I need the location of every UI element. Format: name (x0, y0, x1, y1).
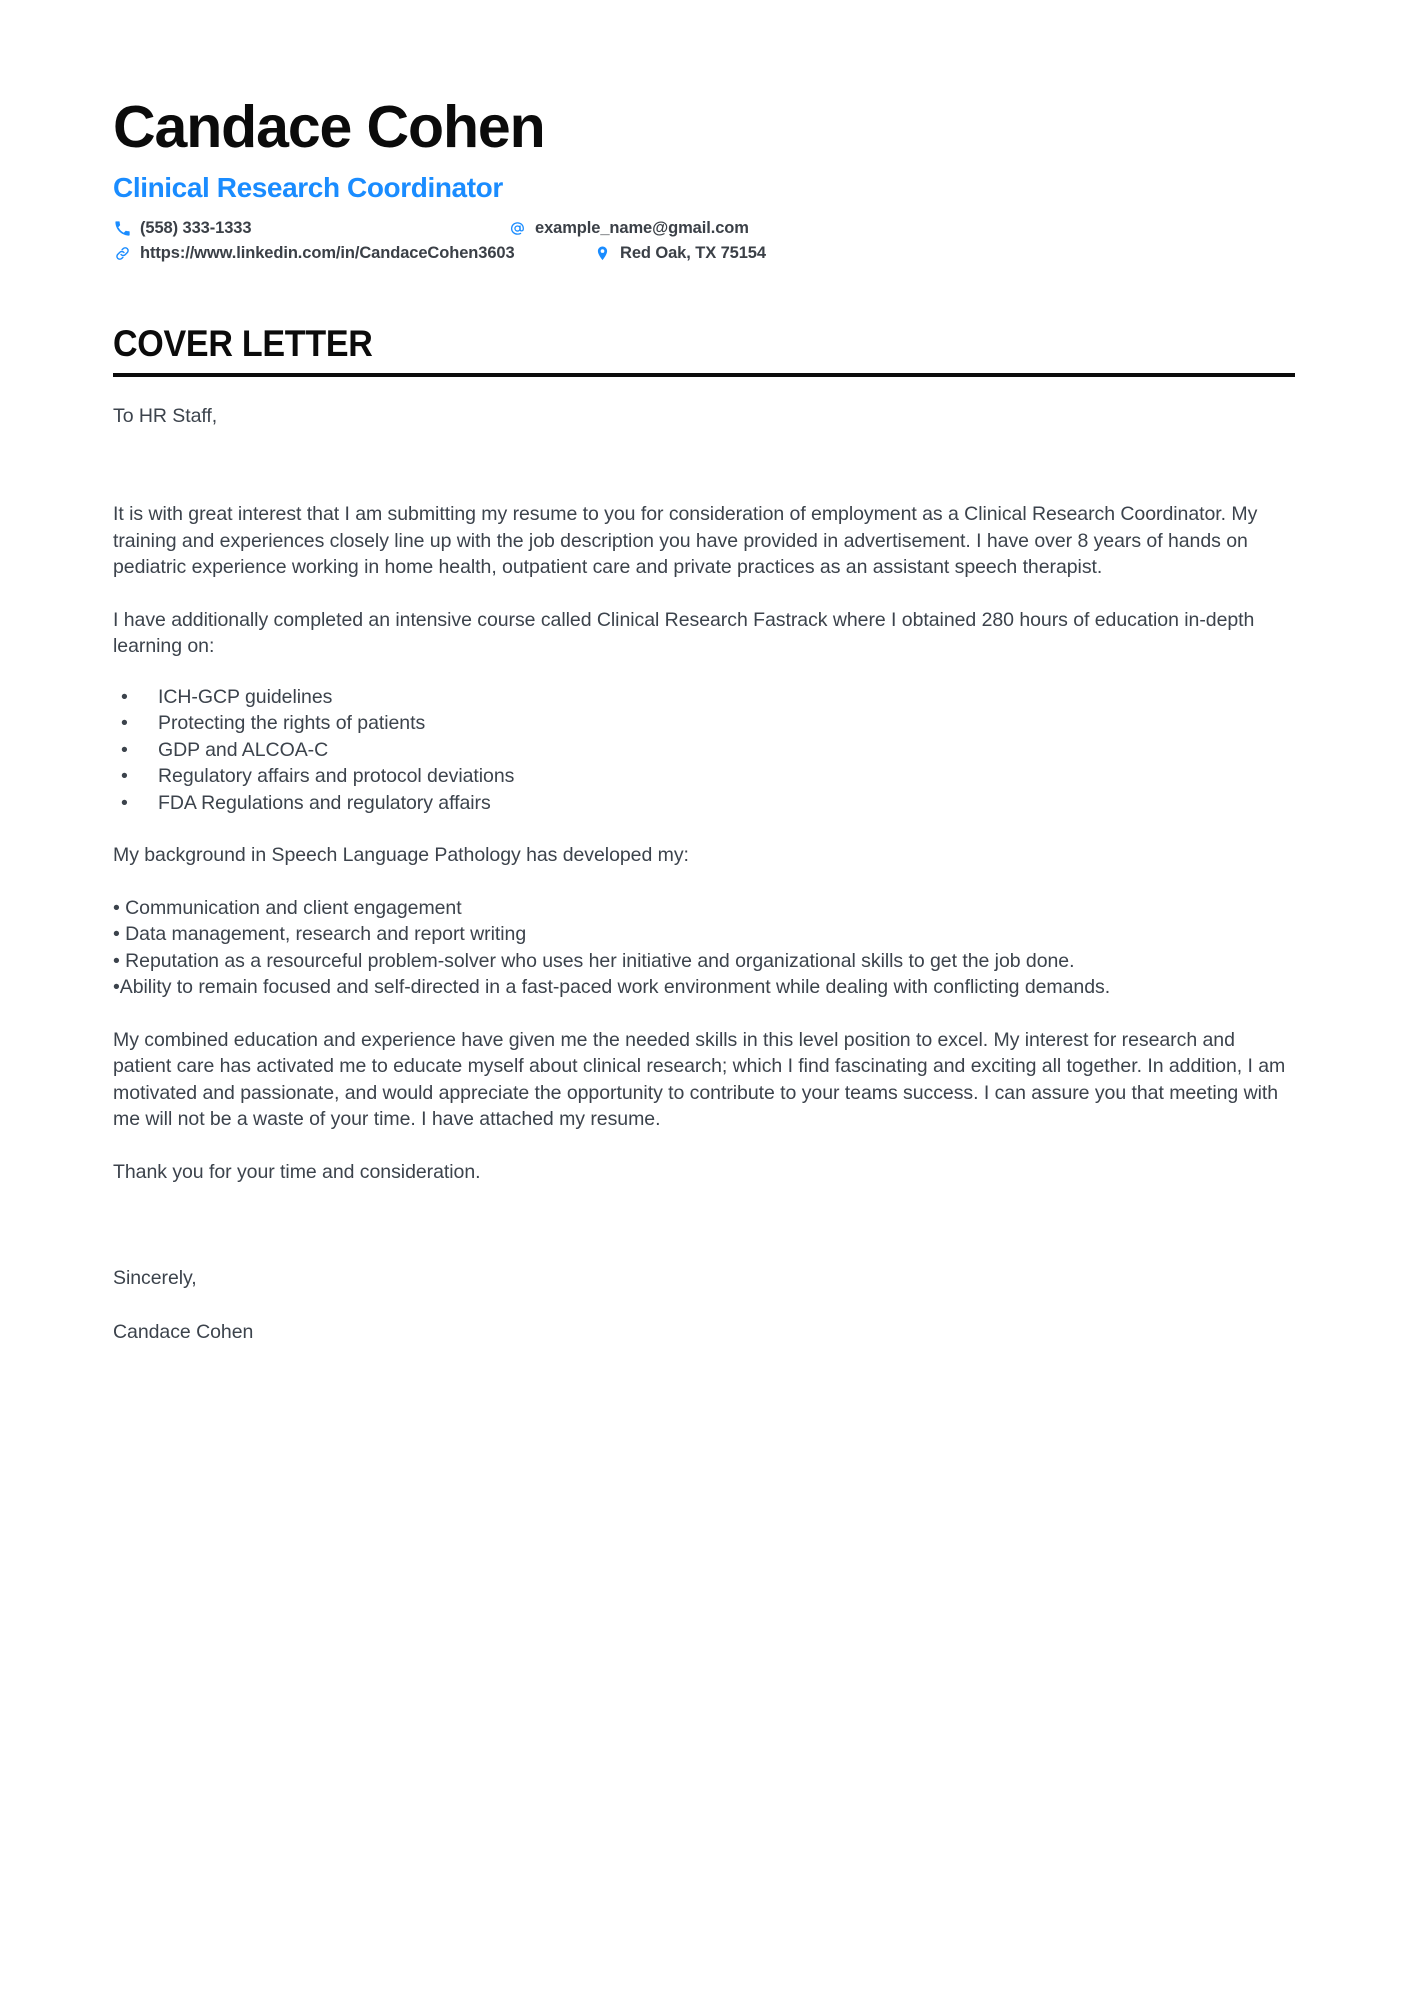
paragraph-2: I have additionally completed an intensive course called Clinical Research Fastrack where I obtained 280 hours of education in-depth learning on: (113, 608, 1255, 658)
letter-body (113, 377, 1297, 1346)
bullet-marker-icon: • (121, 765, 128, 788)
at-sign-icon (508, 219, 527, 238)
closing-line: Sincerely, (113, 1267, 197, 1290)
section-title: COVER LETTER (113, 322, 373, 364)
contact-linkedin-text: https://www.linkedin.com/in/CandaceCohen3603 (140, 243, 515, 262)
contact-details (113, 204, 1297, 263)
contact-phone[interactable] (113, 219, 508, 238)
link-icon (113, 244, 132, 263)
paragraph-1: It is with great interest that I am submitting my resume to you for consideration of employment as a Clinical Research Coordinator. My training and experiences closely line up with the job description you have provided in advertisement. I have over 8 years of hands on pediatric experience working in home health, outpatient care and private practices as an assistant speech therapist. (113, 503, 1258, 579)
contact-location-text: Red Oak, TX 75154 (620, 243, 766, 262)
list-item-label: Protecting the rights of patients (158, 712, 426, 735)
paragraph-4: My combined education and experience have given me the needed skills in this level position to excel. My interest for research and patient care has activated me to educate myself about clinical research; which I find fascinating and exciting all together. In addition, I am motivated and passionate, and would appreciate the opportunity to contribute to your teams success. I can assure you that meeting with me will not be a waste of your time. I have attached my resume. (113, 1028, 1286, 1131)
list-item-label: GDP and ALCOA-C (158, 738, 329, 761)
contact-phone-text: (558) 333-1333 (140, 218, 252, 237)
contact-location (593, 244, 893, 263)
list-item (113, 763, 1297, 790)
contact-linkedin[interactable] (113, 244, 593, 263)
bullet-marker-icon: • (121, 712, 128, 735)
map-pin-icon (593, 244, 612, 263)
list-item: •Ability to remain focused and self-directed in a fast-paced work environment while dealing with conflicting demands. (113, 976, 1111, 999)
list-item-label: Regulatory affairs and protocol deviations (158, 765, 515, 788)
header-block (113, 0, 1297, 263)
contact-row-2 (113, 244, 1297, 263)
list-item (113, 684, 1297, 711)
list-item: • Communication and client engagement (113, 896, 462, 919)
bullet-marker-icon: • (121, 738, 128, 761)
list-item: • Reputation as a resourceful problem-solver who uses her initiative and organizational skills to get the job done. (113, 949, 1075, 972)
paragraph-5: Thank you for your time and consideration. (113, 1160, 481, 1183)
contact-email[interactable] (508, 219, 908, 238)
contact-row-1 (113, 219, 1297, 238)
applicant-job-title: Clinical Research Coordinator (113, 171, 503, 203)
paragraph-3: My background in Speech Language Pathology has developed my: (113, 844, 689, 867)
bullet-marker-icon: • (121, 685, 128, 708)
signature-block (113, 1185, 1297, 1345)
applicant-name: Candace Cohen (113, 94, 545, 160)
qualifications-list (113, 660, 1297, 817)
bullet-marker-icon: • (121, 791, 128, 814)
strengths-list (113, 869, 1297, 1001)
salutation: To HR Staff, (113, 404, 218, 427)
list-item-label: FDA Regulations and regulatory affairs (158, 791, 491, 814)
signature-name: Candace Cohen (113, 1320, 254, 1343)
cover-letter-section (113, 269, 1297, 377)
list-item: • Data management, research and report writing (113, 923, 527, 946)
list-item (113, 790, 1297, 817)
contact-email-text: example_name@gmail.com (535, 218, 749, 237)
phone-icon (113, 219, 132, 238)
list-item (113, 737, 1297, 764)
list-item (113, 710, 1297, 737)
list-item-label: ICH-GCP guidelines (158, 685, 333, 708)
document-content (113, 0, 1297, 1345)
